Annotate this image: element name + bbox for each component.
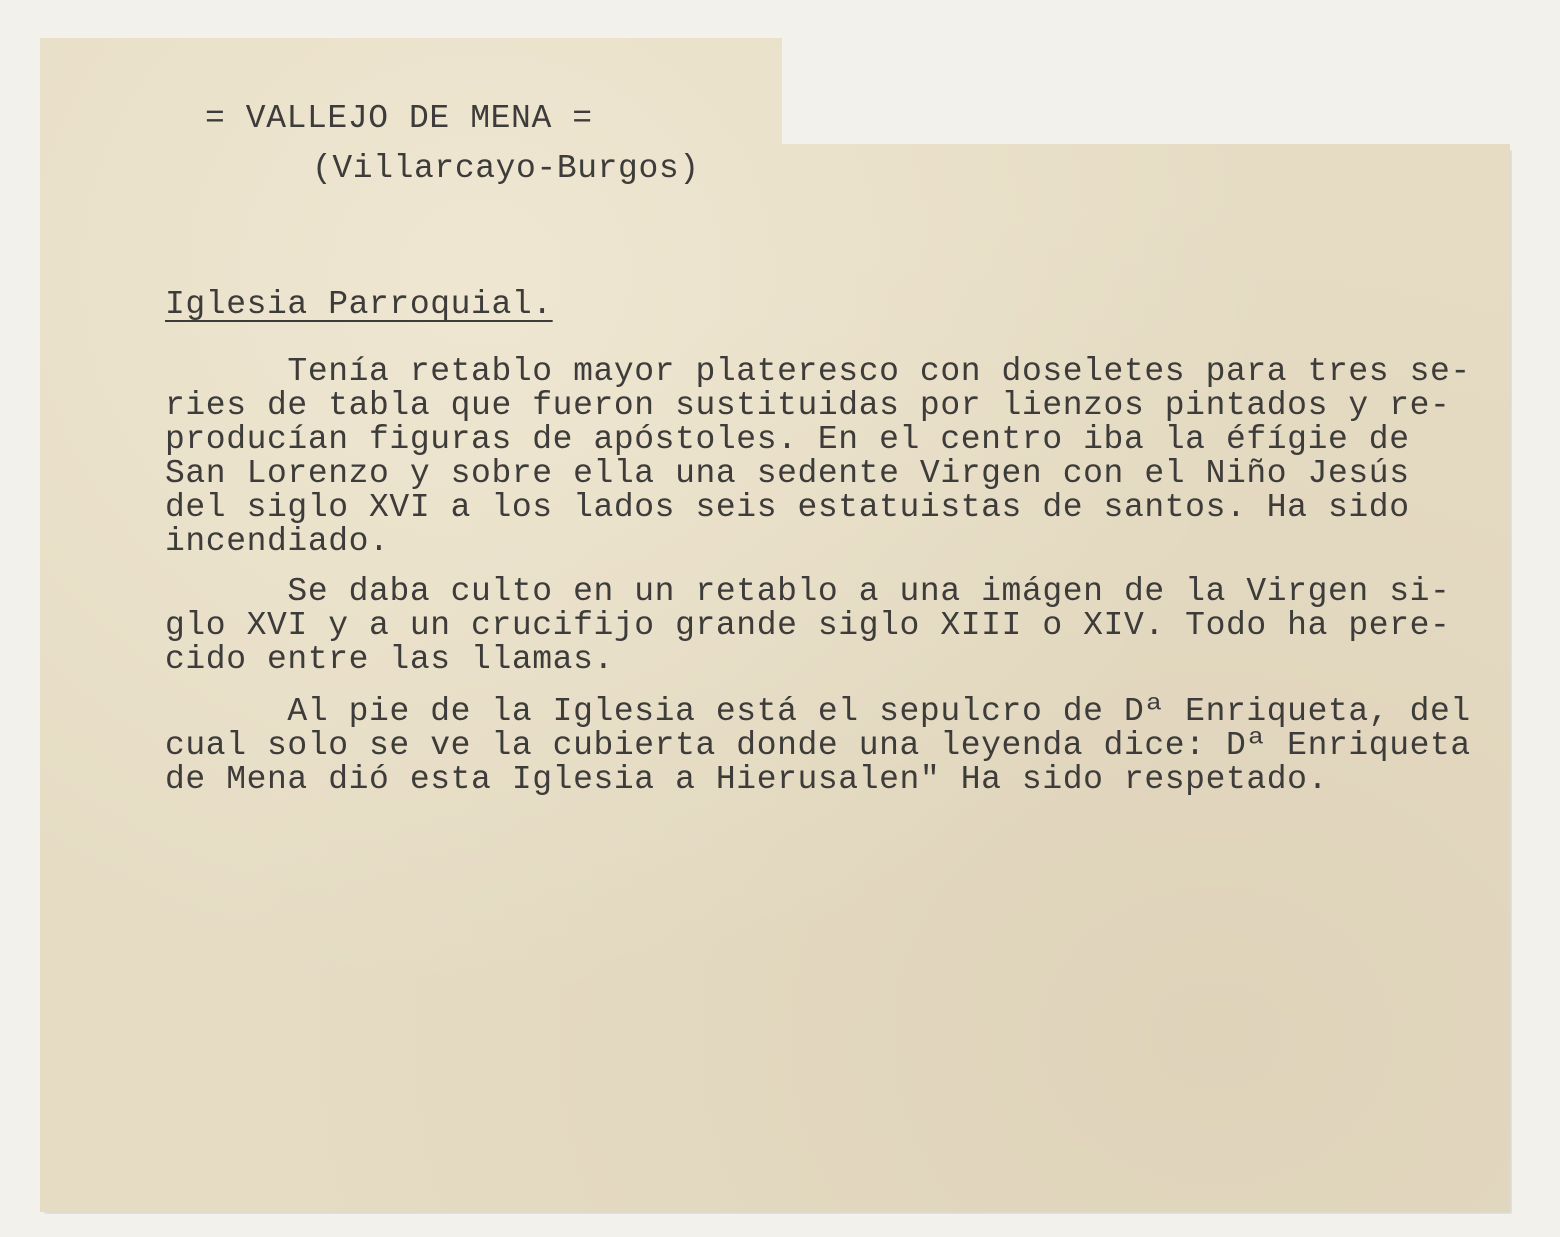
place-heading: = VALLEJO DE MENA =	[205, 100, 593, 137]
paragraph-2: Se daba culto en un retablo a una imágen de la Virgen si- glo XVI y a un crucifijo grande siglo XIII o XIV. Todo ha pere- cido entre las llamas.	[165, 573, 1451, 678]
paragraph-3: Al pie de la Iglesia está el sepulcro de Dª Enriqueta, del cual solo se ve la cubierta donde una leyenda dice: Dª Enriqueta de Mena dió esta Iglesia a Hierusalen" Ha sido respetado.	[165, 693, 1471, 798]
paragraph-1: Tenía retablo mayor plateresco con doseletes para tres se- ries de tabla que fueron sustituidas por lienzos pintados y re- producían figuras de apóstoles. En el centro iba la éfígie de San Lorenzo y sobre ella una sedente Virgen con el Niño Jesús del siglo XVI a los lados seis estatuistas de santos. Ha sido incendiado.	[165, 353, 1471, 560]
section-title: Iglesia Parroquial.	[165, 286, 553, 323]
place-subheading: (Villarcayo-Burgos)	[312, 150, 700, 187]
